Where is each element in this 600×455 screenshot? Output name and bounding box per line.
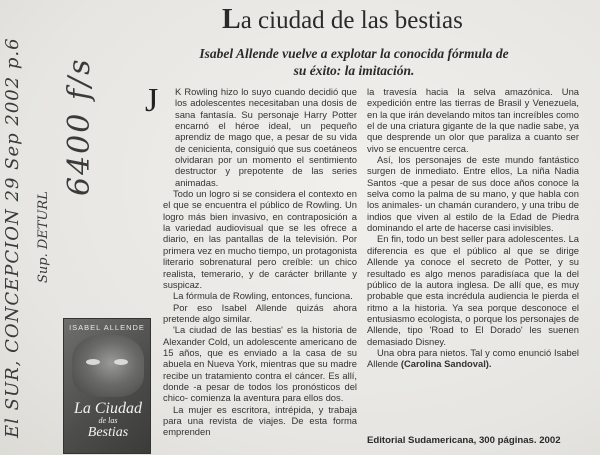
drop-cap: J xyxy=(145,82,159,119)
margin-note-code: 6400 f/s xyxy=(62,57,97,196)
paragraph: La fórmula de Rowling, entonces, funciona. xyxy=(173,290,353,302)
byline: (Carolina Sandoval). xyxy=(400,358,492,370)
book-title-line-2: de las xyxy=(98,416,118,425)
article-column-2 xyxy=(367,86,579,370)
book-title-line-1: La Ciudad xyxy=(73,400,142,417)
book-title-line-3: Bestias xyxy=(87,425,129,440)
paragraph: Así, los personajes de este mundo fantástico surgen de inmediato. Entre ellos, La niña Nadia Santos -que a pesar de sus doce años conoce la selva como la palma de su mano, y que habla con los animales- un chamán curandero, y una tribu de indios que viven al estilo de la Edad de Piedra dominando el arte de hacerse casi invisibles. xyxy=(367,154,579,234)
paragraph: la travesía hacia la selva amazónica. Una expedición entre las tierras de Brasil y Venezuela, en la que irán develando mitos tan increíbles como el de una criatura gigante de la que nadie sabe, ya que desprende un olor que paraliza a cuanto ser vivo se encuentre cerca. xyxy=(367,86,579,154)
paragraph: 'La ciudad de las bestias' es la historia de Alexander Cold, un adolescente americano de 15 años, que es enviado a la casa de su abuela en Nueva York, mientras que su madre recibe un tratamiento contra el cáncer. Es allí, donde -a pesar de todos los pronósticos del chico- comienza la aventura para ellos dos. xyxy=(163,324,357,404)
eye-shape xyxy=(114,359,128,365)
paragraph: En fin, todo un best seller para adolescentes. La diferencia es que el público al que se dirige Allende ya conoce el secreto de Potter, y su resultado es algo menos paradisíaca que la del público de la autora inglesa. De allí que, es muy probable que esta incrédula audiencia le pierda el ritmo a la historia. Ya sea porque desconoce el entusiasmo ecologista, o porque los personajes de Allende, tipo 'Road to El Dorado' les suenen demasiado Disney. xyxy=(367,233,579,347)
paragraph: K Rowling hizo lo suyo cuando decidió que los adolescentes necesitaban una dosis de sana fantasía. Su personaje Harry Potter encarnó el héroe ideal, un pequeño aprendiz de mago que, a pesar de su vida de cenicienta, consiguió que sus coetáneos olvidaran por un momento el sentimiento destructor y prepotente de las series animadas. xyxy=(175,86,357,188)
article-headline xyxy=(222,4,463,36)
closing-text: Una obra para nietos. Tal y como enunció Isabel Allende xyxy=(367,346,579,370)
paragraph: Por eso Isabel Allende quizás ahora pretende algo similar. xyxy=(163,301,357,324)
book-cover-author: ISABEL ALLENDE xyxy=(69,323,145,332)
article-column-1 xyxy=(163,86,357,438)
publisher-info: Editorial Sudamericana, 300 páginas. 2002 xyxy=(367,435,561,446)
book-cover-image xyxy=(63,318,151,454)
paragraph xyxy=(367,347,579,370)
book-cover-face-illustration xyxy=(72,335,144,397)
headline-text: a ciudad de las bestias xyxy=(240,7,463,34)
book-cover-title xyxy=(70,400,146,440)
article-deck: Isabel Allende vuelve a explotar la conocida fórmula de su éxito: la imitación. xyxy=(199,46,509,78)
margin-note-source: El SUR, CONCEPCION 29 Sep 2002 p.6 xyxy=(2,37,23,438)
eye-shape xyxy=(86,359,100,365)
headline-initial: L xyxy=(222,4,241,35)
paragraph: La mujer es escritora, intrépida, y trabaja para una revista de viajes. De esta forma emprenden xyxy=(163,403,357,438)
margin-note-section: Sup. DETURL xyxy=(36,191,51,283)
paragraph: Todo un logro si se considera el contexto en el que se encuentra el público de Rowling. Un logro más bien invasivo, en contraposición a la variedad audiovisual que se les ofrece a diario, en las pantallas de la televisión. Por primera vez en mucho tiempo, un protagonista literario sobrenatural pero creíble: un chico realista, temerario, y de carácter brillante y suspicaz. xyxy=(163,188,357,290)
